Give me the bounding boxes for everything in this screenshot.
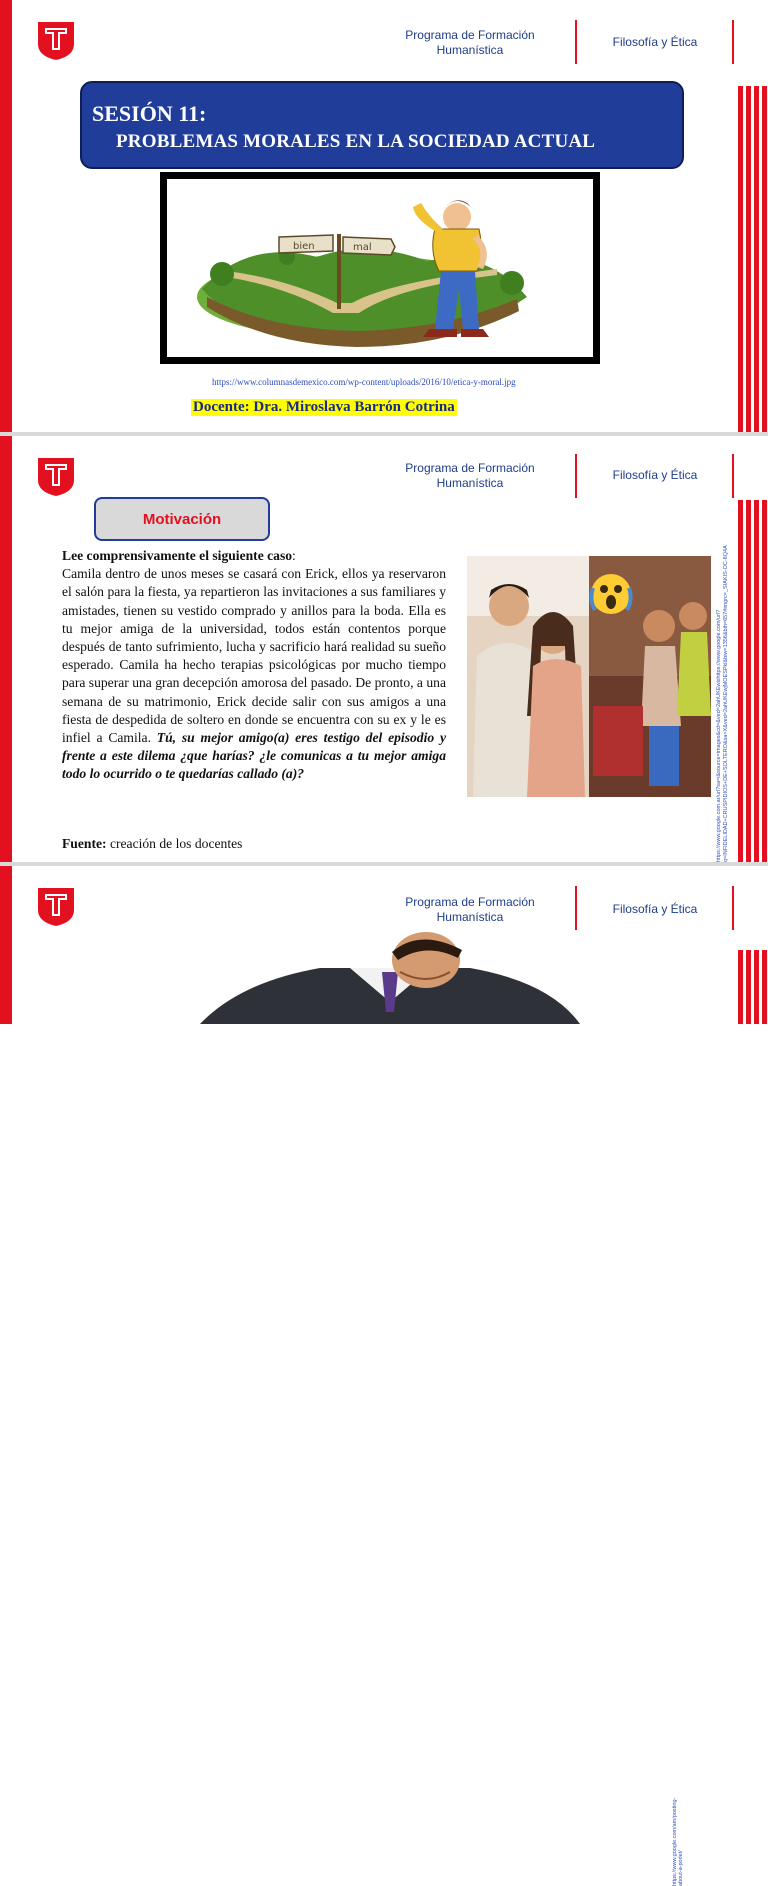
subject-name: Filosofía y Ética: [612, 468, 698, 482]
teacher-name: Docente: Dra. Miroslava Barrón Cotrina: [193, 399, 455, 415]
source-value: creación de los docentes: [106, 836, 243, 851]
couple-photo: [467, 556, 589, 797]
program-name: Programa de Formación Humanística: [405, 28, 535, 57]
header-divider: [732, 886, 734, 930]
party-photo: [589, 556, 711, 797]
left-accent-bar: [0, 0, 12, 432]
illustration-frame: [160, 172, 600, 364]
businessman-photo: [200, 942, 590, 1024]
case-body: Camila dentro de unos meses se casará con Erick, ellos ya reservaron el salón para la fiesta, ya repartieron las invitaciones a sus familiares y amistades, tienen su vestido comprado y anillos para la boda. Ella es tu mejor amiga de la universidad, todos están contentos porque después de tanto sufrimiento, lucha y sacrificio hará realidad su sueño esperado. Camila ha hecho terapias psicológicas por mucho tiempo para superar una gran decepción amorosa del pasado. De pronto, a una semana de su matrimonio, Erick decide salir con sus amigos a una fiesta de despedida de soltero en donde se encuentra con su ex y le es infiel a Camila.: [62, 566, 446, 746]
session-title: PROBLEMAS MORALES EN LA SOCIEDAD ACTUAL: [116, 131, 596, 152]
header-divider: [575, 886, 577, 930]
header-divider: [575, 454, 577, 498]
university-logo-icon: [38, 458, 74, 496]
program-name: Programa de Formación Humanística: [405, 895, 535, 924]
subject-name: Filosofía y Ética: [612, 35, 698, 49]
case-text: Lee comprensivamente el siguiente caso: Camila dentro de unos meses se casará con Erick, ellos ya reservaron el salón para la fiesta, ya repartieron las invitaciones a sus familiares y amistades, tienen su vestido comprado y anillos para la boda. Ella es tu mejor amiga de la universidad, todos están contentos porque después de tanto sufrimiento, lucha y sacrificio hará realidad su sueño esperado. Camila ha hecho terapias psicológicas por mucho tiempo para superar una gran decepción amorosa del pasado. De pronto, a una semana de su matrimonio, Erick decide salir con sus amigos a una fiesta de despedida de soltero en donde se encuentra con su ex y le es infiel a Camila. Tú, su mejor amigo(a) eres testigo del episodio y frente a este dilema ¿que harías? ¿le comunicas a tu mejor amiga todo lo ocurrido o te quedarías callado (a)?: [62, 548, 446, 782]
left-accent-bar: [0, 866, 12, 1024]
sign-bien: bien: [293, 241, 315, 252]
case-lead: Lee comprensivamente el siguiente caso: [62, 548, 293, 563]
source-label: Fuente:: [62, 836, 107, 851]
slide-1: [0, 0, 768, 432]
session-title-box: [80, 81, 684, 169]
session-number: SESIÓN 11:: [92, 101, 207, 126]
motivation-button[interactable]: Motivación: [94, 497, 270, 541]
decorative-stripes: [738, 86, 768, 432]
header-divider: [575, 20, 577, 64]
moral-dilemma-illustration: [167, 179, 593, 357]
photo-source-url[interactable]: https://www.google.com.ar/url?sa=i&source=images&cd=&ved=2ahUKEwixhttps://www.google.com/url?q=INFIDELIDAD+CRUSPIDIOS+DE+SOLTERO&sa=X&ved=2ahUKEwjMOESPkl&biw=1356&bih=657#imgrc=_SIAKIS-OC-8Q4A: [716, 545, 729, 862]
left-accent-bar: [0, 436, 12, 862]
source-line: [62, 836, 242, 852]
header-divider: [732, 454, 734, 498]
university-logo-icon: [38, 22, 74, 60]
slide-3: [0, 866, 768, 1886]
university-logo-icon: [38, 888, 74, 926]
header-divider: [732, 20, 734, 64]
image-source-url[interactable]: https://www.columnasdemexico.com/wp-content/uploads/2016/10/etica-y-moral.jpg: [212, 377, 516, 387]
sign-mal: mal: [353, 242, 372, 253]
program-name: Programa de Formación Humanística: [405, 461, 535, 490]
case-question: Tú, su mejor amigo(a) eres testigo del episodio y frente a este dilema ¿que harías? ¿le comunicas a tu mejor amiga todo lo ocurrido o te quedarías callado (a)?: [62, 730, 446, 782]
photo-source-url[interactable]: https://www.google.com/am/posting-about-a-porlet/: [672, 1797, 684, 1886]
subject-name: Filosofía y Ética: [612, 902, 698, 916]
decorative-stripes: [738, 950, 768, 1024]
decorative-stripes: [738, 500, 768, 862]
